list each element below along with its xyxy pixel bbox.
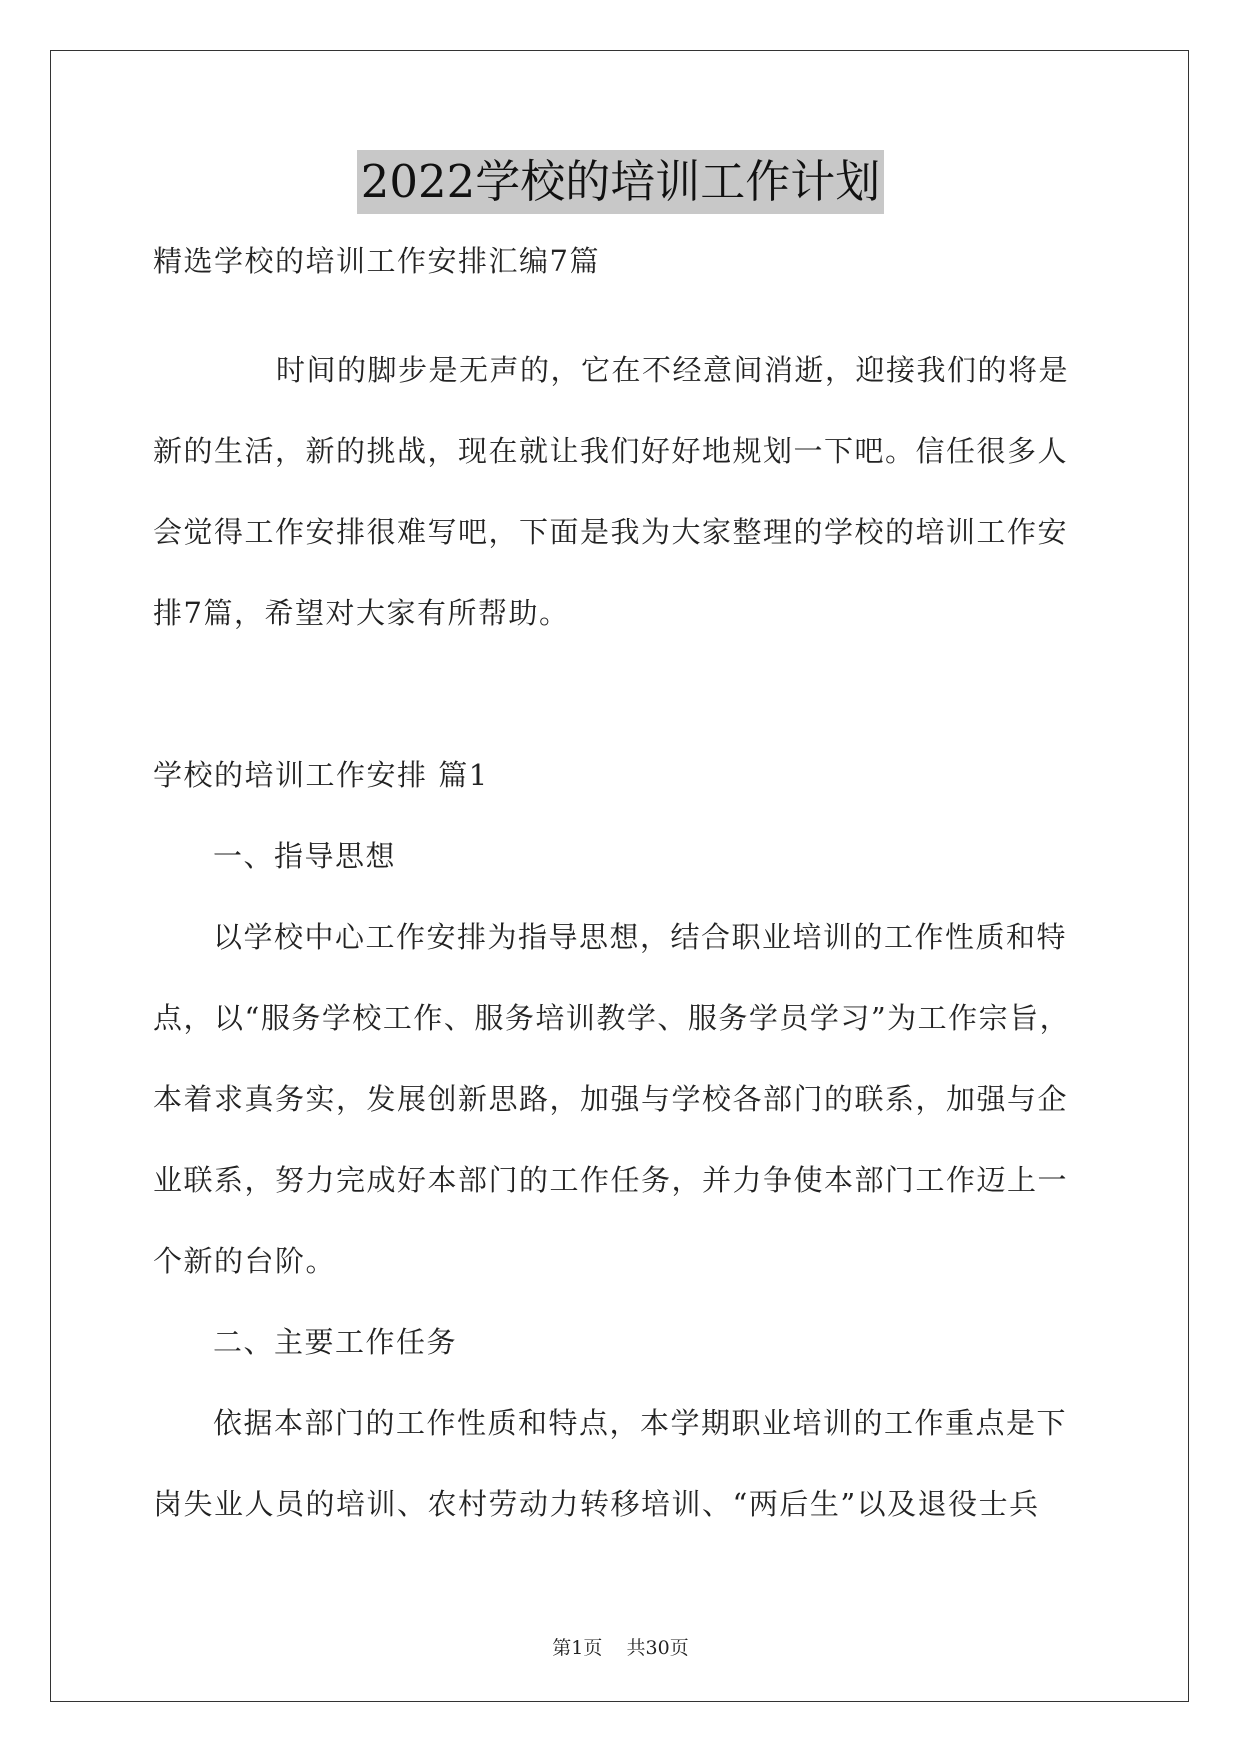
body-line: 以学校中心工作安排为指导思想，结合职业培训的工作性质和特	[213, 920, 1068, 954]
body-line: 本着求真务实，发展创新思路，加强与学校各部门的联系，加强与企	[153, 1082, 1069, 1116]
subtitle-line: 精选学校的培训工作安排汇编7篇	[153, 244, 600, 278]
body-line: 排7篇，希望对大家有所帮助。	[153, 596, 570, 630]
body-line: 岗失业人员的培训、农村劳动力转移培训、“两后生”以及退役士兵	[153, 1487, 1040, 1521]
page-total: 共30页	[626, 1637, 689, 1659]
subsection-heading: 一、指导思想	[213, 839, 397, 873]
document-title: 2022学校的培训工作计划	[357, 150, 885, 214]
page-footer	[0, 1633, 1241, 1660]
page-number: 第1页	[552, 1637, 603, 1659]
body-line: 依据本部门的工作性质和特点，本学期职业培训的工作重点是下	[213, 1406, 1068, 1440]
body-line: 点，以“服务学校工作、服务培训教学、服务学员学习”为工作宗旨，	[153, 1001, 1071, 1035]
title-container	[0, 150, 1241, 214]
subsection-heading: 二、主要工作任务	[213, 1325, 458, 1359]
section-heading: 学校的培训工作安排 篇1	[153, 758, 489, 792]
body-line: 业联系，努力完成好本部门的工作任务，并力争使本部门工作迈上一	[153, 1163, 1069, 1197]
body-line: 个新的台阶。	[153, 1244, 337, 1278]
body-line: 会觉得工作安排很难写吧，下面是我为大家整理的学校的培训工作安	[153, 515, 1069, 549]
body-line: 时间的脚步是无声的，它在不经意间消逝，迎接我们的将是	[276, 353, 1070, 387]
page-border	[50, 50, 1189, 1702]
body-line: 新的生活，新的挑战，现在就让我们好好地规划一下吧。信任很多人	[153, 434, 1069, 468]
